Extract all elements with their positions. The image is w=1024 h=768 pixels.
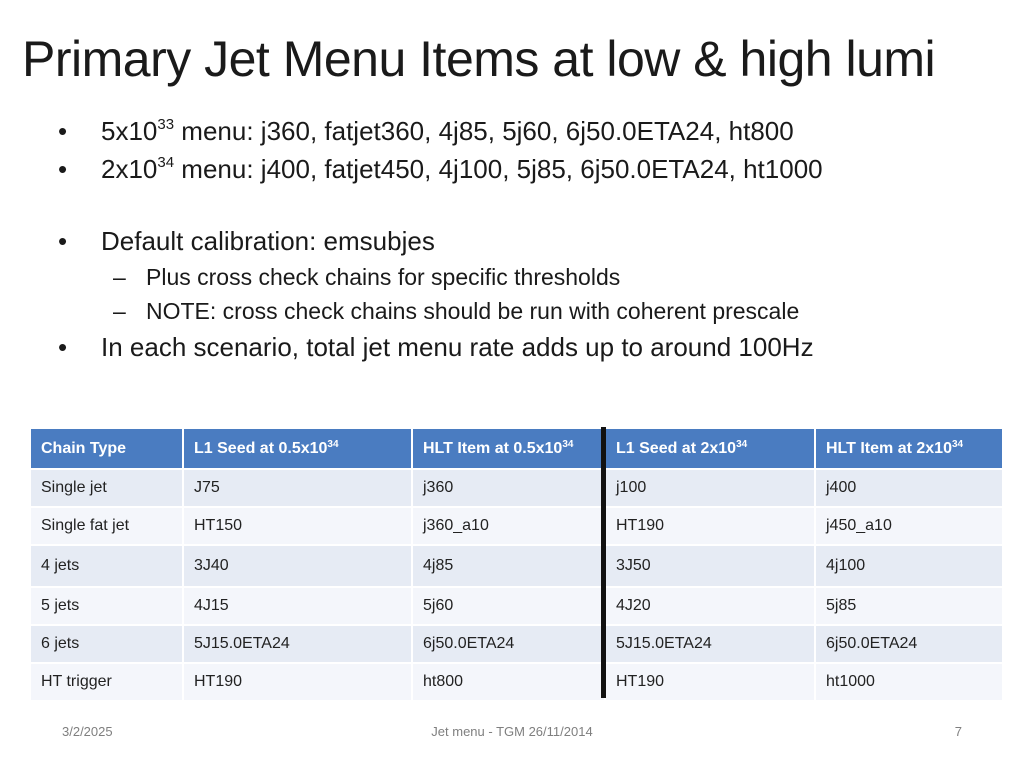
table-cell: HT150: [183, 507, 412, 545]
table-cell: 5j85: [815, 587, 1003, 625]
table-cell: Single jet: [30, 469, 183, 507]
bullet-dot-icon: •: [58, 154, 68, 184]
table-cell: J75: [183, 469, 412, 507]
table-row: [30, 663, 1003, 701]
bullet-text: Default calibration: emsubjes: [101, 226, 435, 256]
col-header-l1-seed-low: L1 Seed at $0.5x10^{34}$: [183, 428, 412, 469]
jet-menu-table: [29, 427, 1004, 702]
bullet-exponent: 34: [157, 154, 175, 171]
slide-title: Primary Jet Menu Items at low & high lumi: [22, 31, 936, 87]
table-cell: 4 jets: [30, 545, 183, 587]
table-header-row: [30, 428, 1003, 469]
bullet-text: Plus cross check chains for specific thresholds: [146, 264, 621, 290]
col-header-hlt-item-low: HLT Item at $0.5x10^{34}$: [412, 428, 605, 469]
bullet-list: [0, 112, 1024, 366]
table-cell: j360: [412, 469, 605, 507]
dash-bullet-icon: –: [113, 264, 126, 290]
table-cell: 3J50: [605, 545, 815, 587]
table-cell: HT190: [605, 663, 815, 701]
col-header-l1-seed-high: L1 Seed at $2x10^{34}$: [605, 428, 815, 469]
table-cell: 4J20: [605, 587, 815, 625]
bullet-text: menu: j400, fatjet450, 4j100, 5j85, 6j50.0ETA24, ht1000: [174, 154, 823, 184]
bullet-dot-icon: •: [58, 332, 68, 362]
table-cell: 6 jets: [30, 625, 183, 663]
table-cell: 5J15.0ETA24: [183, 625, 412, 663]
bullet-exponent: 33: [157, 116, 175, 133]
table-cell: j100: [605, 469, 815, 507]
bullet-total-rate: [0, 328, 1024, 366]
table-cell: ht800: [412, 663, 605, 701]
bullet-text: In each scenario, total jet menu rate adds up to around 100Hz: [101, 332, 814, 362]
table-cell: 6j50.0ETA24: [815, 625, 1003, 663]
bullet-high-lumi-menu: [0, 150, 1024, 188]
bullet-text: menu: j360, fatjet360, 4j85, 5j60, 6j50.0ETA24, ht800: [174, 116, 794, 146]
table-row: [30, 545, 1003, 587]
dash-bullet-icon: –: [113, 298, 126, 324]
table-cell: 5 jets: [30, 587, 183, 625]
table-cell: ht1000: [815, 663, 1003, 701]
bullet-default-calibration: [0, 222, 1024, 260]
footer-title: Jet menu - TGM 26/11/2014: [431, 724, 593, 739]
table-cell: j450_a10: [815, 507, 1003, 545]
table-cell: 4J15: [183, 587, 412, 625]
sub-bullet-cross-check: [0, 260, 1024, 294]
col-header-hlt-item-high: HLT Item at $2x10^{34}$: [815, 428, 1003, 469]
bullet-prefix: 5x10: [101, 116, 158, 146]
table-cell: HT190: [605, 507, 815, 545]
table-row: [30, 469, 1003, 507]
bullet-text: NOTE: cross check chains should be run with coherent prescale: [146, 298, 800, 324]
footer-date: 3/2/2025: [62, 724, 113, 739]
table-cell: 3J40: [183, 545, 412, 587]
bullet-low-lumi-menu: [0, 112, 1024, 150]
page-number: 7: [954, 724, 962, 739]
table-cell: 5j60: [412, 587, 605, 625]
table-row: [30, 587, 1003, 625]
bullet-dot-icon: •: [58, 116, 68, 146]
table-cell: HT190: [183, 663, 412, 701]
table-cell: 4j85: [412, 545, 605, 587]
table-cell: 4j100: [815, 545, 1003, 587]
table-cell: j360_a10: [412, 507, 605, 545]
sub-bullet-note: [0, 294, 1024, 328]
table-cell: j400: [815, 469, 1003, 507]
bullet-dot-icon: •: [58, 226, 68, 256]
table-cell: HT trigger: [30, 663, 183, 701]
table-row: [30, 625, 1003, 663]
table-cell: 5J15.0ETA24: [605, 625, 815, 663]
table-cell: 6j50.0ETA24: [412, 625, 605, 663]
col-header-chain-type: Chain Type: [30, 428, 183, 469]
table-cell: Single fat jet: [30, 507, 183, 545]
bullet-prefix: 2x10: [101, 154, 158, 184]
table-row: [30, 507, 1003, 545]
column-divider: [601, 427, 606, 698]
